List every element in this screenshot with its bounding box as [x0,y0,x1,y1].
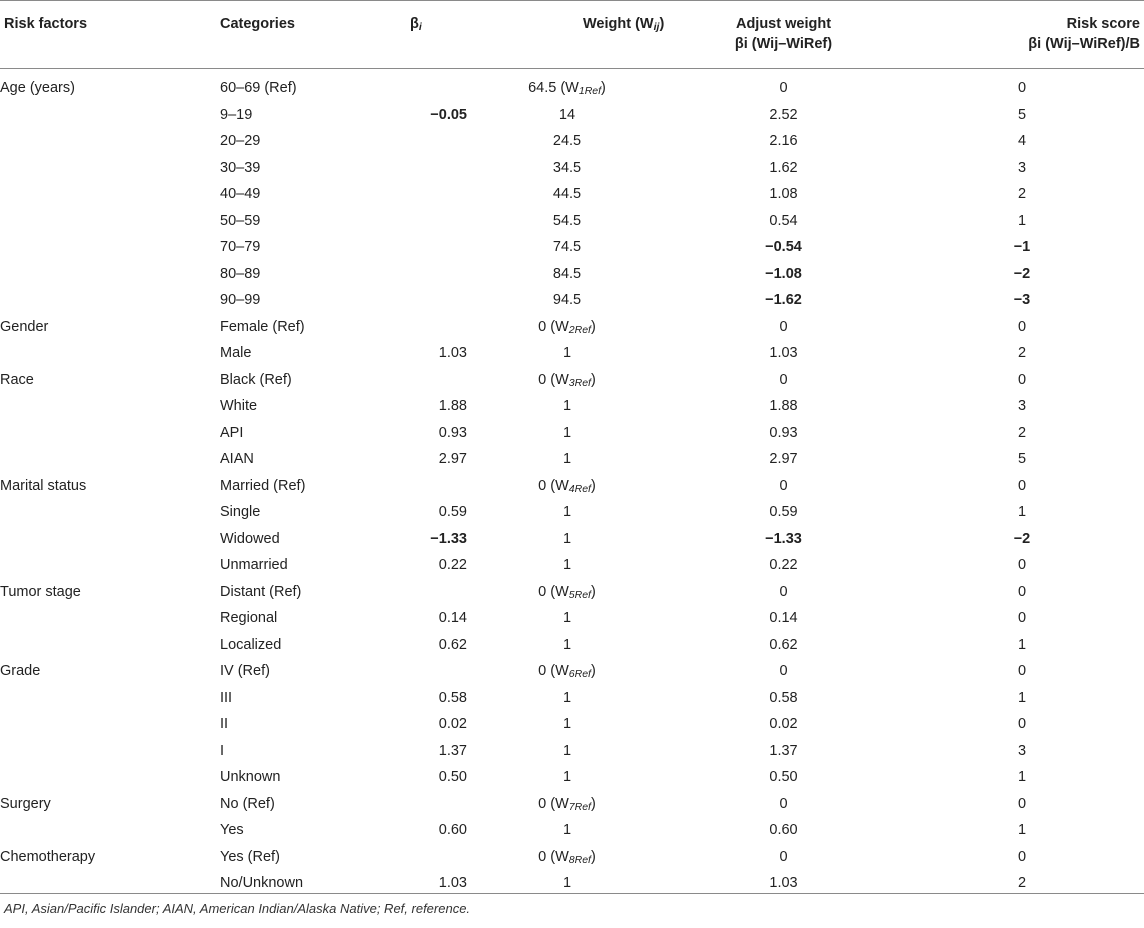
cell-category: Distant (Ref) [220,583,302,600]
weight-value: 74.5 [552,239,582,256]
cell-adjust-weight: 0.62 [769,636,798,653]
weight-value: 1 [562,451,572,468]
cell-risk-score: 0 [1017,371,1027,388]
header-weight-text: Weight (W [583,16,654,32]
cell-risk-factor: Surgery [0,795,51,812]
header-rule [0,68,1144,69]
weight-close: ) [601,80,606,97]
table-row [0,844,1144,871]
cell-adjust-weight: 0 [779,663,788,680]
risk-table-body [0,75,1144,897]
cell-risk-factor [0,605,220,632]
weight-value: 34.5 [552,159,582,176]
header-adjust-weight [667,14,900,54]
cell-beta: 0.14 [438,610,467,627]
weight-value: 1 [562,530,572,547]
cell-beta [370,579,467,606]
cell-adjust-weight: 1.03 [769,875,798,892]
cell-risk-factor [0,128,220,155]
weight-value: 84.5 [552,265,582,282]
header-beta-symbol: β [410,16,419,32]
cell-risk-factor [0,499,220,526]
cell-adjust-weight: 0 [779,848,788,865]
weight-subscript: 7Ref [568,800,591,813]
header-weight-subscript: ij [653,21,660,33]
cell-category: Male [220,345,252,362]
cell-adjust-weight: 1.37 [769,742,798,759]
cell-weight [467,738,667,765]
cell-adjust-weight: −1.08 [765,265,802,282]
cell-beta: −0.05 [430,106,467,123]
cell-risk-factor [0,764,220,791]
weight-value: 1 [562,504,572,521]
cell-beta [370,791,467,818]
cell-category: 70–79 [220,239,261,256]
cell-weight [467,287,667,314]
cell-weight [467,181,667,208]
cell-risk-score: −3 [1013,292,1031,309]
cell-beta [370,234,467,261]
weight-subscript: 3Ref [568,376,591,389]
cell-category: No/Unknown [220,875,304,892]
weight-value: 1 [562,398,572,415]
cell-risk-factor: Race [0,371,34,388]
cell-category: White [220,398,258,415]
cell-adjust-weight: 0 [779,371,788,388]
cell-risk-score: 3 [1017,742,1027,759]
cell-weight [467,128,667,155]
cell-beta: 1.88 [438,398,467,415]
cell-risk-factor [0,420,220,447]
cell-risk-score: 0 [1017,477,1027,494]
cell-beta: 0.60 [438,822,467,839]
cell-risk-factor: Age (years) [0,80,75,97]
cell-weight [467,420,667,447]
cell-adjust-weight: 0.58 [769,689,798,706]
cell-beta [370,261,467,288]
cell-weight [467,208,667,235]
cell-risk-factor [0,234,220,261]
cell-weight [467,844,667,871]
header-beta [410,14,422,34]
cell-adjust-weight: 0.59 [769,504,798,521]
cell-risk-score: 2 [1017,875,1027,892]
cell-risk-factor [0,526,220,553]
cell-beta: 0.58 [438,689,467,706]
cell-adjust-weight: 0 [779,795,788,812]
header-beta-subscript: i [418,21,422,33]
cell-weight [467,685,667,712]
weight-subscript: 5Ref [568,588,591,601]
cell-risk-score: 0 [1017,663,1027,680]
cell-beta: −1.33 [430,530,467,547]
table-row [0,658,1144,685]
table-row [0,261,1144,288]
table-row [0,526,1144,553]
cell-category: I [220,742,225,759]
cell-risk-factor [0,685,220,712]
cell-beta: 0.59 [438,504,467,521]
table-row [0,711,1144,738]
table-row [0,287,1144,314]
table-row [0,685,1144,712]
cell-risk-score: 0 [1017,716,1027,733]
cell-weight [467,340,667,367]
cell-weight [467,102,667,129]
header-risk-line2: βi (Wij–WiRef)/B [1028,36,1140,52]
table-row [0,552,1144,579]
cell-adjust-weight: 0.54 [769,212,798,229]
cell-category: 9–19 [220,106,253,123]
weight-close: ) [590,583,596,600]
table-row [0,367,1144,394]
cell-adjust-weight: 0 [779,318,788,335]
cell-risk-factor: Marital status [0,477,87,494]
cell-beta: 0.62 [438,636,467,653]
table-row [0,499,1144,526]
cell-adjust-weight: 0.60 [769,822,798,839]
cell-risk-score: 5 [1017,451,1027,468]
cell-beta: 1.03 [438,875,467,892]
table-row [0,420,1144,447]
table-row [0,128,1144,155]
cell-risk-score: 1 [1017,212,1027,229]
table-row [0,817,1144,844]
cell-beta [370,367,467,394]
header-risk-score [900,14,1144,54]
cell-risk-score: 0 [1017,80,1027,97]
cell-risk-factor [0,446,220,473]
weight-close: ) [590,848,596,865]
cell-category: AIAN [220,451,254,468]
cell-weight [467,632,667,659]
cell-beta [370,75,467,102]
cell-weight [467,261,667,288]
cell-beta [370,208,467,235]
weight-value: 0 (W [538,795,569,812]
table-row [0,446,1144,473]
table-row [0,579,1144,606]
cell-weight [467,314,667,341]
cell-risk-factor: Tumor stage [0,583,81,600]
cell-beta [370,181,467,208]
cell-risk-score: 3 [1017,398,1027,415]
header-categories: Categories [220,16,295,32]
cell-category: API [220,424,244,441]
weight-subscript: 8Ref [568,853,591,866]
cell-category: II [220,716,229,733]
table-row [0,102,1144,129]
cell-beta: 0.93 [438,424,467,441]
table-row [0,208,1144,235]
cell-weight [467,499,667,526]
cell-risk-score: 0 [1017,318,1027,335]
weight-value: 94.5 [552,292,582,309]
cell-beta: 0.02 [438,716,467,733]
cell-weight [467,446,667,473]
cell-category: Female (Ref) [220,318,305,335]
cell-risk-factor: Gender [0,318,49,335]
cell-risk-factor [0,552,220,579]
cell-weight [467,817,667,844]
header-risk-factors: Risk factors [4,16,88,32]
cell-category: 60–69 (Ref) [220,80,297,97]
cell-risk-score: 0 [1017,795,1027,812]
cell-adjust-weight: 0.02 [769,716,798,733]
cell-risk-factor: Grade [0,663,41,680]
cell-category: No (Ref) [220,795,275,812]
cell-adjust-weight: −1.33 [765,530,802,547]
cell-weight [467,473,667,500]
table-row [0,791,1144,818]
cell-adjust-weight: 1.08 [769,186,798,203]
cell-risk-factor [0,817,220,844]
weight-subscript: 6Ref [568,668,591,681]
cell-category: Yes (Ref) [220,848,280,865]
bottom-rule [0,893,1144,894]
cell-category: IV (Ref) [220,663,270,680]
cell-category: Unmarried [220,557,288,574]
header-weight-close: ) [659,16,665,32]
weight-value: 0 (W [538,477,569,494]
cell-category: Yes [220,822,244,839]
weight-subscript: 4Ref [568,482,591,495]
cell-risk-score: 0 [1017,610,1027,627]
weight-close: ) [590,477,596,494]
cell-risk-factor [0,340,220,367]
cell-risk-factor [0,102,220,129]
table-row [0,473,1144,500]
cell-weight [467,75,667,102]
table-row [0,632,1144,659]
weight-subscript: 2Ref [568,323,591,336]
cell-weight [467,155,667,182]
cell-adjust-weight: 0 [779,477,788,494]
table-row [0,393,1144,420]
table-footnote: API, Asian/Pacific Islander; AIAN, American Indian/Alaska Native; Ref, reference. [4,901,471,916]
header-adjust-line1: Adjust weight [735,16,832,32]
cell-weight [467,605,667,632]
weight-close: ) [590,663,596,680]
weight-value: 44.5 [552,186,582,203]
cell-risk-score: 1 [1017,822,1027,839]
cell-risk-score: −2 [1013,530,1031,547]
cell-weight [467,658,667,685]
header-adjust-line2: βi (Wij–WiRef) [734,36,833,52]
cell-adjust-weight: 2.16 [769,133,798,150]
cell-adjust-weight: 0.14 [769,610,798,627]
weight-value: 0 (W [538,371,569,388]
cell-adjust-weight: 0 [779,80,788,97]
weight-subscript: 1Ref [578,85,602,98]
weight-value: 1 [562,716,572,733]
cell-risk-score: 4 [1017,133,1027,150]
cell-weight [467,579,667,606]
weight-value: 1 [562,424,572,441]
cell-risk-factor [0,393,220,420]
cell-beta [370,128,467,155]
cell-beta [370,314,467,341]
weight-value: 1 [562,769,572,786]
cell-risk-score: 1 [1017,504,1027,521]
weight-value: 64.5 (W [528,80,579,97]
cell-risk-factor [0,261,220,288]
table-row [0,181,1144,208]
cell-beta [370,287,467,314]
cell-risk-score: 1 [1017,689,1027,706]
cell-risk-score: 0 [1017,848,1027,865]
weight-close: ) [590,795,596,812]
cell-adjust-weight: 1.03 [769,345,798,362]
cell-risk-factor [0,155,220,182]
cell-risk-factor [0,208,220,235]
cell-beta [370,155,467,182]
cell-weight [467,552,667,579]
cell-adjust-weight: 1.88 [769,398,798,415]
weight-value: 1 [562,345,572,362]
cell-risk-score: 0 [1017,557,1027,574]
cell-weight [467,234,667,261]
cell-risk-score: −2 [1013,265,1031,282]
cell-adjust-weight: −0.54 [765,239,802,256]
weight-close: ) [590,371,596,388]
weight-value: 0 (W [538,663,569,680]
weight-value: 54.5 [552,212,582,229]
cell-weight [467,526,667,553]
cell-weight [467,711,667,738]
table-row [0,764,1144,791]
cell-risk-score: 1 [1017,769,1027,786]
table-row [0,155,1144,182]
cell-risk-score: 2 [1017,186,1027,203]
weight-value: 1 [562,742,572,759]
cell-category: Married (Ref) [220,477,306,494]
cell-adjust-weight: 0 [779,583,788,600]
cell-beta: 2.97 [438,451,467,468]
table-row [0,314,1144,341]
cell-beta: 0.22 [438,557,467,574]
weight-value: 0 (W [538,583,569,600]
cell-adjust-weight: 1.62 [769,159,798,176]
cell-adjust-weight: 2.52 [769,106,798,123]
cell-risk-score: 1 [1017,636,1027,653]
cell-risk-score: 2 [1017,345,1027,362]
table-row [0,234,1144,261]
weight-value: 1 [562,875,572,892]
cell-category: Black (Ref) [220,371,292,388]
weight-value: 14 [558,106,576,123]
weight-value: 1 [562,689,572,706]
cell-category: 50–59 [220,212,261,229]
cell-beta: 0.50 [438,769,467,786]
weight-close: ) [590,318,596,335]
weight-value: 1 [562,636,572,653]
cell-risk-score: 5 [1017,106,1027,123]
cell-category: 40–49 [220,186,261,203]
cell-risk-factor [0,738,220,765]
cell-weight [467,791,667,818]
cell-risk-score: 3 [1017,159,1027,176]
weight-value: 0 (W [538,848,569,865]
top-rule [0,0,1144,1]
weight-value: 24.5 [552,133,582,150]
cell-risk-score: 0 [1017,583,1027,600]
cell-category: Single [220,504,261,521]
table-row [0,75,1144,102]
cell-category: 30–39 [220,159,261,176]
cell-risk-factor: Chemotherapy [0,848,96,865]
cell-beta: 1.37 [438,742,467,759]
cell-risk-score: 2 [1017,424,1027,441]
cell-category: Regional [220,610,278,627]
cell-beta [370,844,467,871]
cell-beta [370,658,467,685]
weight-value: 1 [562,822,572,839]
cell-category: Unknown [220,769,281,786]
cell-adjust-weight: 0.50 [769,769,798,786]
weight-value: 1 [562,557,572,574]
header-risk-line1: Risk score [1066,16,1140,32]
cell-category: Widowed [220,530,280,547]
weight-value: 1 [562,610,572,627]
cell-risk-factor [0,287,220,314]
table-row [0,340,1144,367]
cell-category: 80–89 [220,265,261,282]
table-row [0,605,1144,632]
cell-category: Localized [220,636,282,653]
cell-weight [467,764,667,791]
weight-value: 0 (W [538,318,569,335]
cell-weight [467,393,667,420]
cell-adjust-weight: 0.93 [769,424,798,441]
cell-risk-score: −1 [1013,239,1031,256]
cell-risk-factor [0,181,220,208]
cell-adjust-weight: 2.97 [769,451,798,468]
cell-category: 20–29 [220,133,261,150]
cell-risk-factor [0,632,220,659]
cell-beta: 1.03 [438,345,467,362]
cell-category: 90–99 [220,292,261,309]
cell-adjust-weight: −1.62 [765,292,802,309]
cell-weight [467,367,667,394]
cell-adjust-weight: 0.22 [769,557,798,574]
cell-category: III [220,689,233,706]
table-row [0,738,1144,765]
cell-beta [370,473,467,500]
cell-risk-factor [0,711,220,738]
header-weight [583,14,664,34]
risk-table [0,75,1144,897]
